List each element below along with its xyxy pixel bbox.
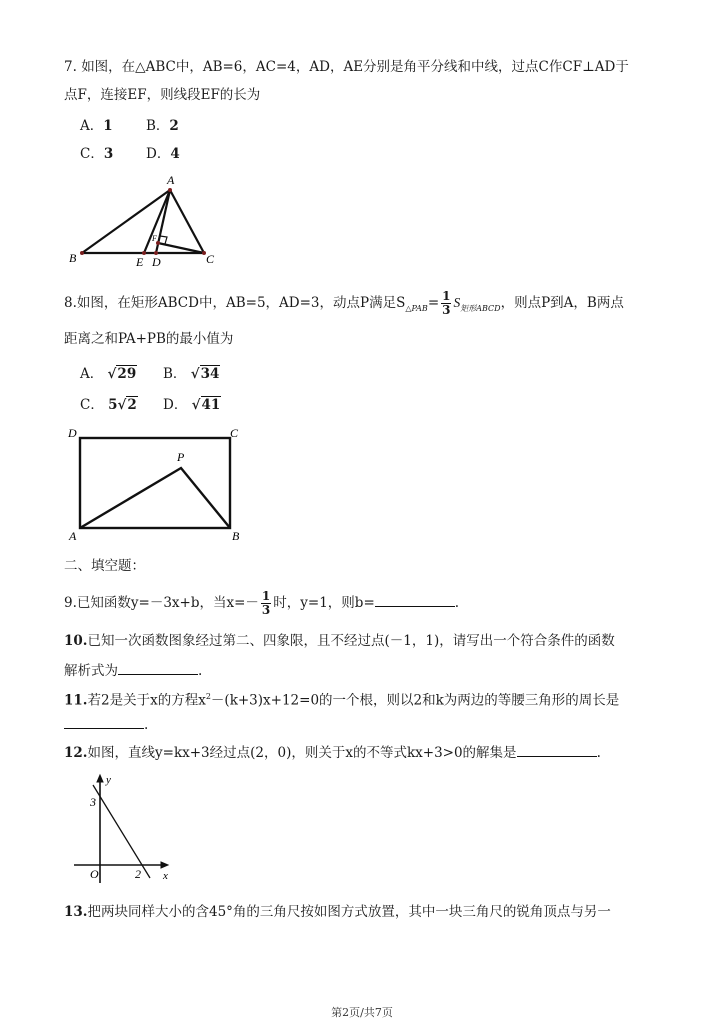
q7-line1 bbox=[64, 58, 629, 76]
label-c: C bbox=[230, 426, 239, 440]
q8-text-line2: 距离之和PA+PB的最小值为 bbox=[64, 331, 234, 347]
q8-option-b[interactable]: B． √34 bbox=[163, 366, 220, 382]
segment-ac bbox=[170, 190, 204, 253]
q9-line: 9.已知函数y=－3x+b，当x=－ $\frac{1}{3}$ 时，y=1，则b= . bbox=[64, 589, 460, 617]
q7-text-line2: 点F，连接EF，则线段EF的长为 bbox=[64, 87, 261, 103]
q8-line1: 8.如图，在矩形ABCD中，AB=5，AD=3，动点P满足$S_{\triangle PAB}=$ $\frac{1}{3}$ $S_{矩形ABCD}$，则点P到A，B两点 bbox=[64, 289, 624, 317]
section-fill-in-title: 二、填空题： bbox=[64, 558, 145, 574]
page-number-footer: 第2页/共7页 bbox=[331, 1006, 393, 1019]
label-a: A bbox=[69, 529, 77, 543]
label-c: C bbox=[206, 252, 215, 266]
label-f: F bbox=[152, 234, 157, 243]
q7-option-d[interactable]: D．4 bbox=[146, 146, 180, 162]
q8-number: 8. bbox=[64, 295, 77, 311]
y-axis-arrow bbox=[97, 775, 103, 782]
label-p: P bbox=[177, 450, 185, 464]
label-d: D bbox=[152, 255, 161, 269]
q11-line2: . bbox=[64, 714, 148, 734]
label-b: B bbox=[232, 529, 240, 543]
label-b: B bbox=[69, 251, 77, 265]
label-y: y bbox=[106, 774, 111, 786]
q7-option-b[interactable]: B．2 bbox=[146, 118, 179, 134]
path-apb bbox=[80, 468, 230, 528]
q7-number: 7. bbox=[64, 59, 77, 75]
q7-option-a[interactable]: A．1 bbox=[80, 118, 113, 134]
label-a: A bbox=[167, 173, 175, 187]
q8-option-d[interactable]: D． √41 bbox=[163, 397, 221, 413]
label-e: E bbox=[136, 255, 144, 269]
q10-line2: 解析式为 . bbox=[64, 660, 202, 680]
q12-line: 12.如图，直线y=kx+3经过点(2，0)，则关于x的不等式kx+3>0的解集是 . bbox=[64, 742, 601, 762]
q10-answer-blank[interactable] bbox=[118, 660, 198, 675]
label-x: x bbox=[163, 870, 168, 882]
q13-line: 13.把两块同样大小的含45°角的三角尺按如图方式放置，其中一块三角尺的锐角顶点与另一 bbox=[64, 904, 611, 920]
q11-answer-blank[interactable] bbox=[64, 714, 144, 729]
q10-line1: 10.已知一次函数图象经过第二、四象限，且不经过点(－1，1)，请写出一个符合条件的函数 bbox=[64, 633, 615, 649]
segment-cf bbox=[158, 243, 204, 253]
q7-triangle-figure bbox=[60, 165, 240, 270]
line-y-kx-plus-3 bbox=[93, 785, 150, 878]
label-three: 3 bbox=[90, 795, 96, 809]
label-origin: O bbox=[90, 867, 99, 881]
q7-option-c[interactable]: C．3 bbox=[80, 146, 114, 162]
q8-option-c[interactable]: C． 5√2 bbox=[80, 397, 137, 413]
q9-answer-blank[interactable] bbox=[375, 592, 455, 607]
q12-answer-blank[interactable] bbox=[517, 742, 597, 757]
q12-line-graph-figure bbox=[60, 765, 190, 890]
fraction-one-third: $\frac{1}{3}$ bbox=[442, 289, 451, 317]
q8-rectangle-figure bbox=[60, 420, 260, 545]
label-d: D bbox=[68, 426, 77, 440]
q11-line1: 11.若2是关于x的方程$x^2-(k+3)x+12=0$的一个根，则以2和k为两边的等腰三角形的周长是 bbox=[64, 692, 620, 709]
x-axis-arrow bbox=[161, 862, 168, 868]
q7-text-line1: 如图，在△ABC中，AB=6，AC=4，AD，AE分别是角平分线和中线，过点C作CF⊥AD于 bbox=[81, 59, 629, 75]
q8-option-a[interactable]: A． √29 bbox=[80, 366, 137, 382]
label-two: 2 bbox=[135, 867, 141, 881]
